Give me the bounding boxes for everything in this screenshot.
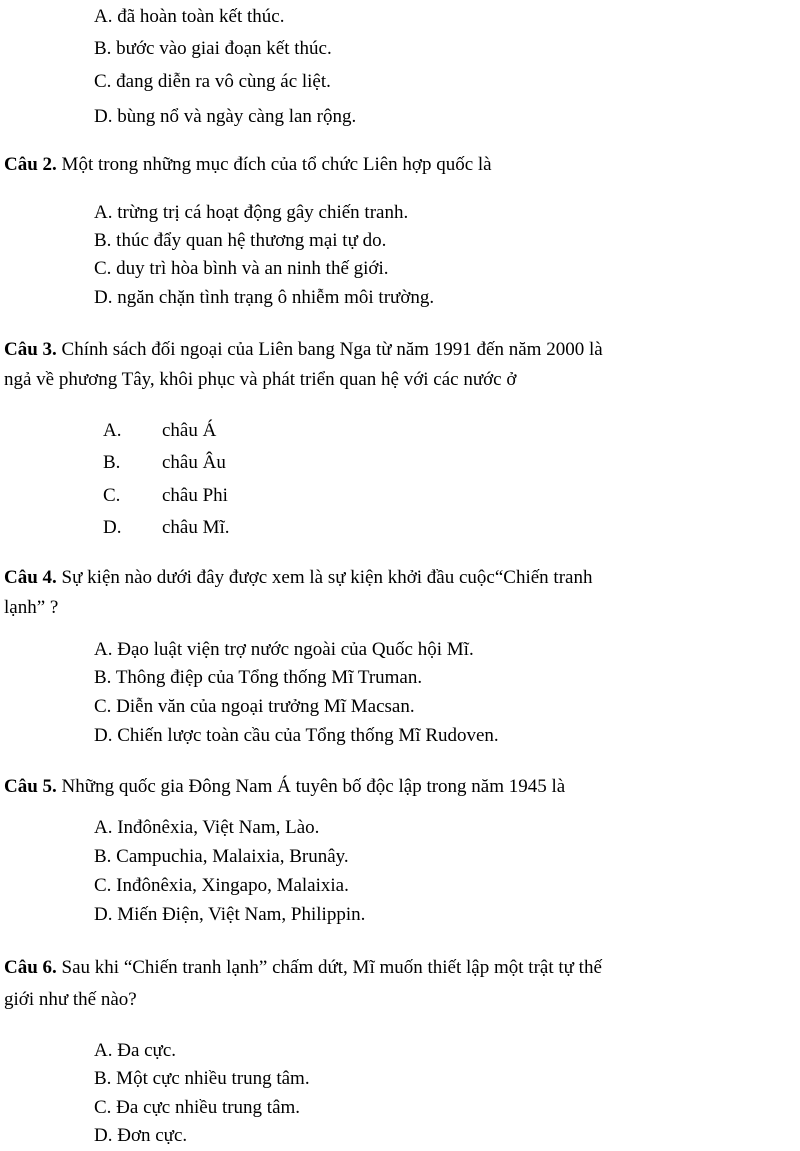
q5-stem [4, 777, 565, 796]
q3-option-b [0, 453, 300, 477]
q6-label: Câu 6. [4, 957, 57, 978]
q6-option-c: C. Đa cực nhiều trung tâm. [94, 1097, 301, 1118]
q6-text: Sau khi “Chiến tranh lạnh” chấm dứt, Mĩ muốn thiết lập một trật tự thế [56, 957, 602, 978]
q3-option-b-letter: B. [103, 452, 121, 473]
q3-option-c [0, 486, 300, 510]
q4-text: Sự kiện nào dưới đây được xem là sự kiện khởi đầu cuộc“Chiến tranh [56, 567, 593, 588]
q5-option-a: A. Inđônêxia, Việt Nam, Lào. [94, 817, 320, 838]
q3-option-d [0, 518, 300, 542]
q1-option-a: A. đã hoàn toàn kết thúc. [94, 6, 285, 27]
q4-stem [4, 568, 592, 587]
q4-option-b: B. Thông điệp của Tổng thống Mĩ Truman. [94, 667, 423, 688]
q5-option-b: B. Campuchia, Malaixia, Brunây. [94, 846, 349, 867]
q3-text: Chính sách đối ngoại của Liên bang Nga từ năm 1991 đến năm 2000 là [56, 339, 603, 360]
q2-option-d: D. ngăn chặn tình trạng ô nhiễm môi trường. [94, 287, 435, 308]
q5-option-c: C. Inđônêxia, Xingapo, Malaixia. [94, 875, 349, 896]
q5-text: Những quốc gia Đông Nam Á tuyên bố độc lập trong năm 1945 là [56, 776, 566, 797]
q3-option-c-text: châu Phi [162, 485, 228, 506]
q2-option-b: B. thúc đẩy quan hệ thương mại tự do. [94, 230, 387, 251]
q1-option-d: D. bùng nổ và ngày càng lan rộng. [94, 106, 357, 127]
q6-stem [4, 958, 602, 977]
q4-option-a: A. Đạo luật viện trợ nước ngoài của Quốc hội Mĩ. [94, 639, 474, 660]
q1-option-c: C. đang diễn ra vô cùng ác liệt. [94, 71, 331, 92]
q4-option-c: C. Diễn văn của ngoại trưởng Mĩ Macsan. [94, 696, 415, 717]
q6-option-a: A. Đa cực. [94, 1040, 177, 1061]
q3-option-d-letter: D. [103, 517, 122, 538]
q2-option-a: A. trừng trị cá hoạt động gây chiến tranh. [94, 202, 409, 223]
q4-stem-line2: lạnh” ? [4, 597, 59, 618]
q4-label: Câu 4. [4, 567, 57, 588]
q5-option-d: D. Miến Điện, Việt Nam, Philippin. [94, 904, 366, 925]
q3-option-d-text: châu Mĩ. [162, 517, 230, 538]
q5-label: Câu 5. [4, 776, 57, 797]
q3-stem [4, 340, 603, 359]
q2-text: Một trong những mục đích của tổ chức Liên hợp quốc là [56, 154, 492, 175]
q3-option-a-letter: A. [103, 420, 122, 441]
q2-stem [4, 155, 492, 174]
q3-option-c-letter: C. [103, 485, 121, 506]
q3-option-a-text: châu Á [162, 420, 217, 441]
q3-option-b-text: châu Âu [162, 452, 226, 473]
q1-option-b: B. bước vào giai đoạn kết thúc. [94, 38, 332, 59]
q4-option-d: D. Chiến lược toàn cầu của Tổng thống Mĩ Rudoven. [94, 725, 499, 746]
q6-option-d: D. Đơn cực. [94, 1125, 188, 1146]
q6-stem-line2: giới như thế nào? [4, 989, 137, 1010]
q3-stem-line2: ngả về phương Tây, khôi phục và phát triển quan hệ với các nước ở [4, 369, 517, 390]
q3-option-a [0, 421, 300, 445]
q6-option-b: B. Một cực nhiều trung tâm. [94, 1068, 310, 1089]
q2-option-c: C. duy trì hòa bình và an ninh thế giới. [94, 258, 389, 279]
q2-label: Câu 2. [4, 154, 57, 175]
q3-label: Câu 3. [4, 339, 57, 360]
